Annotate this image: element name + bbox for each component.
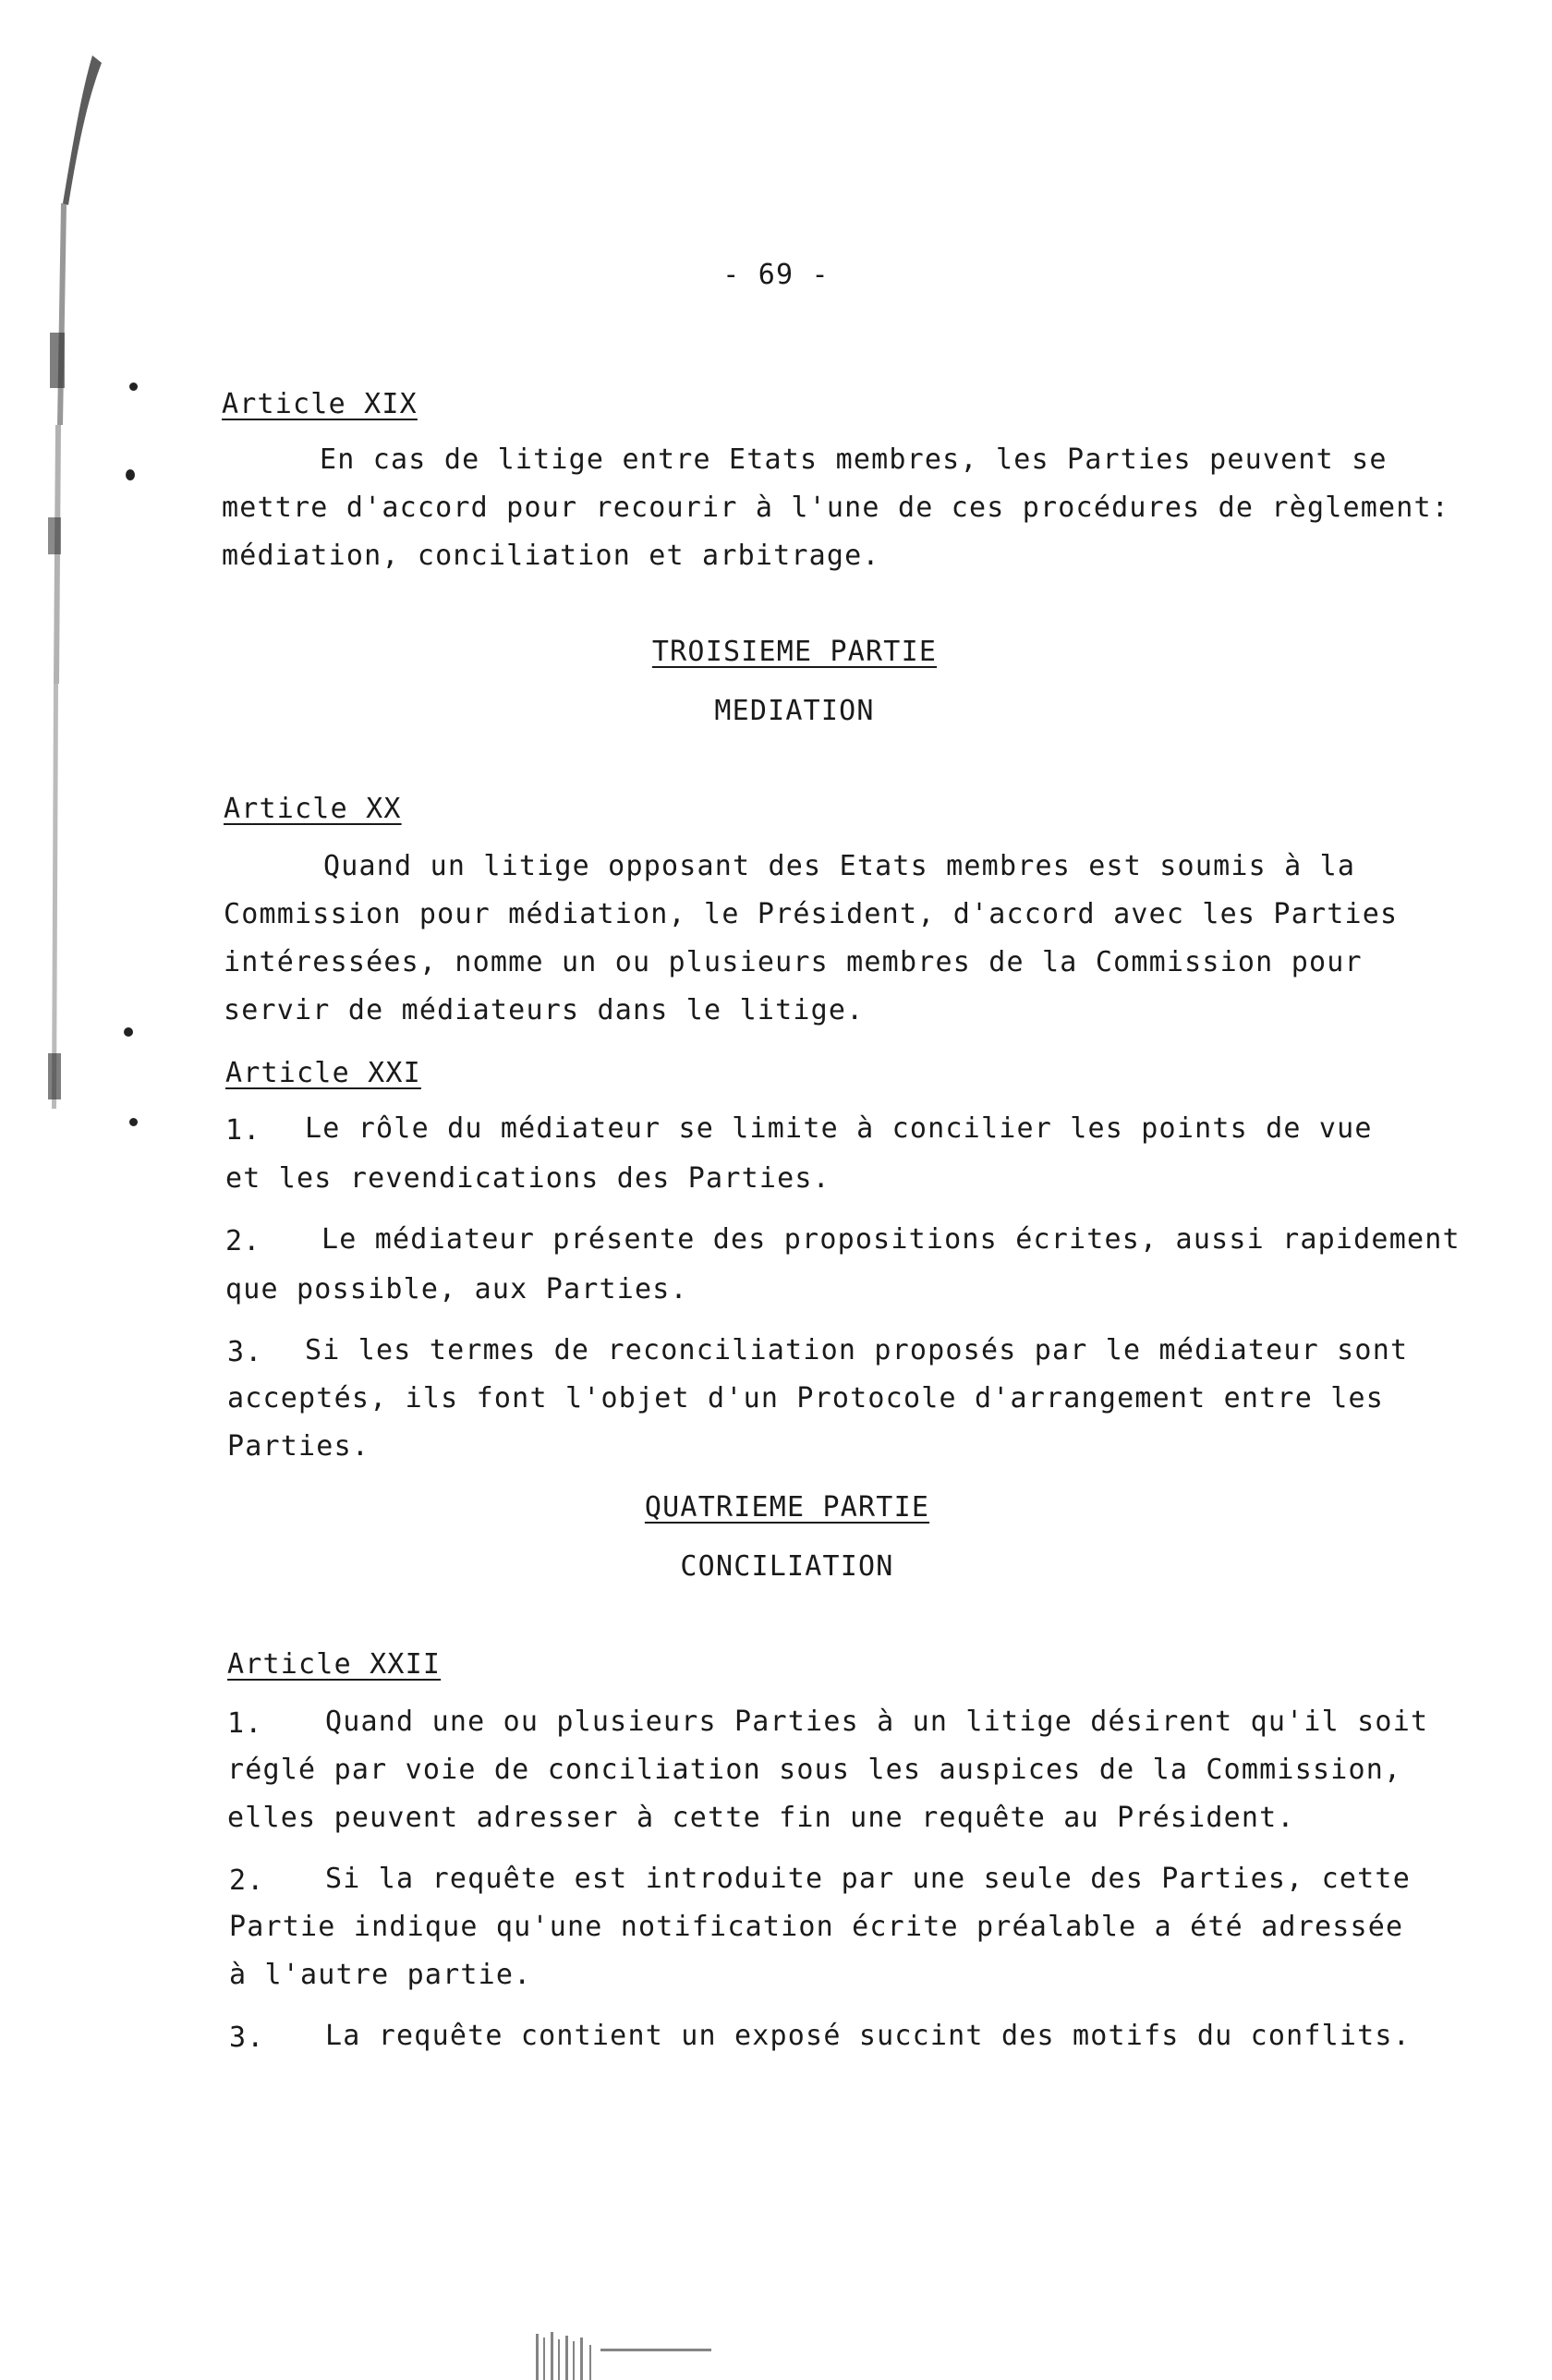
- article-xxii-item-number: 2.: [229, 1864, 265, 1897]
- article-xxii-item-line: Si la requête est introduite par une seule des Parties, cette: [325, 1863, 1411, 1895]
- article-xx-line: Quand un litige opposant des Etats membres est soumis à la: [323, 850, 1356, 882]
- article-xxii-item-line: Partie indique qu'une notification écrite préalable a été adressée: [229, 1911, 1404, 1943]
- article-xxi-item-line: Si les termes de reconciliation proposés par le médiateur sont: [305, 1334, 1409, 1366]
- article-xxii-item-number: 3.: [229, 2022, 265, 2054]
- article-xxi-item-number: 3.: [227, 1336, 263, 1368]
- part-three-title: TROISIEME PARTIE: [651, 636, 938, 668]
- part-four-subtitle: CONCILIATION: [680, 1550, 894, 1583]
- article-xxi-item-line: acceptés, ils font l'objet d'un Protocole d'arrangement entre les: [227, 1382, 1384, 1415]
- article-xx-line: Commission pour médiation, le Président, d'accord avec les Parties: [224, 898, 1399, 930]
- article-xxi-item-line: que possible, aux Parties.: [225, 1273, 688, 1305]
- article-xxi-heading: Article XXI: [225, 1057, 421, 1089]
- scan-speck: [129, 1118, 138, 1126]
- article-xx-line: intéressées, nomme un ou plusieurs membres de la Commission pour: [224, 946, 1363, 978]
- article-xxii-item-line: à l'autre partie.: [229, 1959, 532, 1991]
- article-xix-line: médiation, conciliation et arbitrage.: [222, 540, 880, 572]
- article-xix-line: En cas de litige entre Etats membres, les Parties peuvent se: [320, 443, 1388, 476]
- article-xix-heading: Article XIX: [222, 388, 418, 420]
- scan-speck: [129, 382, 138, 391]
- article-xxi-item-number: 1.: [225, 1114, 261, 1147]
- article-xx-heading: Article XX: [224, 793, 402, 825]
- scan-binding-edge: [44, 37, 118, 1146]
- article-xxii-item-line: réglé par voie de conciliation sous les auspices de la Commission,: [227, 1754, 1402, 1786]
- article-xix-line: mettre d'accord pour recourir à l'une de ces procédures de règlement:: [222, 492, 1450, 524]
- article-xxii-item-line: elles peuvent adresser à cette fin une requête au Président.: [227, 1802, 1295, 1834]
- article-xx-line: servir de médiateurs dans le litige.: [224, 994, 865, 1026]
- article-xxii-item-line: Quand une ou plusieurs Parties à un litige désirent qu'il soit: [325, 1706, 1429, 1738]
- page-number: - 69 -: [722, 259, 830, 291]
- article-xxii-item-number: 1.: [227, 1707, 263, 1740]
- article-xxii-item-line: La requête contient un exposé succint des motifs du conflits.: [325, 2020, 1411, 2052]
- article-xxi-item-line: et les revendications des Parties.: [225, 1162, 831, 1195]
- article-xxi-item-line: Parties.: [227, 1430, 370, 1463]
- scan-bottom-artifact: [517, 2328, 758, 2380]
- part-four-title: QUATRIEME PARTIE: [644, 1491, 930, 1524]
- article-xxi-item-number: 2.: [225, 1225, 261, 1257]
- scan-speck: [126, 469, 135, 480]
- part-three-subtitle: MEDIATION: [714, 695, 875, 727]
- article-xxii-heading: Article XXII: [227, 1648, 442, 1681]
- article-xxi-item-line: Le rôle du médiateur se limite à concilier les points de vue: [305, 1112, 1373, 1145]
- scan-speck: [124, 1027, 133, 1037]
- article-xxi-item-line: Le médiateur présente des propositions écrites, aussi rapidement: [321, 1223, 1461, 1256]
